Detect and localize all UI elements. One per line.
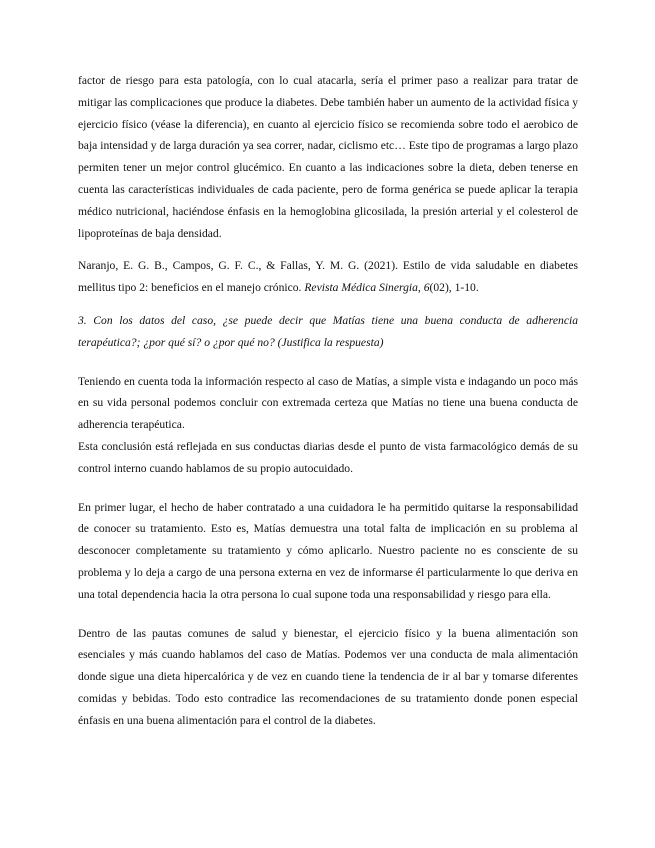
reference-authors-title: Naranjo, E. G. B., Campos, G. F. C., & Fallas, Y. M. G. (2021). Estilo de vida saludable en diabetes mellitus tipo 2: beneficios en el manejo crónico. [78, 259, 578, 295]
body-paragraph-diabetes-recommendations: factor de riesgo para esta patología, con lo cual atacarla, sería el primer paso a realizar para tratar de mitigar las complicaciones que produce la diabetes. Debe también haber un aumento de la actividad física y ejercicio físico (véase la diferencia), en cuanto al ejercicio físico se recomienda sobre todo el aerobico de baja intensidad y de larga duración ya sea correr, nadar, ciclismo etc… Este tipo de programas a largo plazo permiten tener un mejor control glucémico. En cuanto a las indicaciones sobre la dieta, deben tenerse en cuenta las características individuales de cada paciente, pero de forma genérica se puede aplicar la terapia médico nutricional, haciéndose énfasis en la hemoglobina glicosilada, la presión arterial y el colesterol de lipoproteínas de baja densidad. [78, 74, 578, 240]
document-page [78, 70, 578, 732]
body-paragraph-caregiver: En primer lugar, el hecho de haber contratado a una cuidadora le ha permitido quitarse la responsabilidad de conocer su tratamiento. Esto es, Matías demuestra una total falta de implicación en su problema al desconocer completamente su tratamiento y cómo aplicarlo. Nuestro paciente no es consciente de su problema y lo deja a cargo de una persona externa en vez de informarse él particularmente lo que deriva en una total dependencia hacia la otra persona lo cual supone toda una responsabilidad y riesgo para ella. [78, 500, 578, 601]
question-heading: 3. Con los datos del caso, ¿se puede decir que Matías tiene una buena conducta de adherencia terapéutica?; ¿por qué sí? o ¿por qué no? (Justifica la respuesta) [78, 313, 578, 349]
body-paragraph-conduct: Esta conclusión está reflejada en sus conductas diarias desde el punto de vista farmacológico demás de su control interno cuando hablamos de su propio autocuidado. [78, 439, 578, 475]
reference-separator: , [417, 281, 424, 295]
reference-issue-pages: (02), 1-10. [429, 281, 479, 295]
reference-citation [78, 255, 578, 299]
reference-volume: 6 [423, 281, 430, 295]
body-paragraph-nutrition: Dentro de las pautas comunes de salud y bienestar, el ejercicio físico y la buena alimentación son esenciales y más cuando hablamos del caso de Matías. Podemos ver una conducta de mala alimentación donde sigue una dieta hipercalórica y de vez en cuando tiene la tendencia de ir al bar y tomarse diferentes comidas y bebidas. Todo esto contradice las recomendaciones de su tratamiento donde ponen especial énfasis en una buena alimentación para el control de la diabetes. [78, 626, 578, 727]
reference-journal: Revista Médica Sinergia [304, 281, 418, 295]
body-paragraph-conclusion: Teniendo en cuenta toda la información respecto al caso de Matías, a simple vista e indagando un poco más en su vida personal podemos concluir con extremada certeza que Matías no tiene una buena conducta de adherencia terapéutica. [78, 374, 578, 432]
